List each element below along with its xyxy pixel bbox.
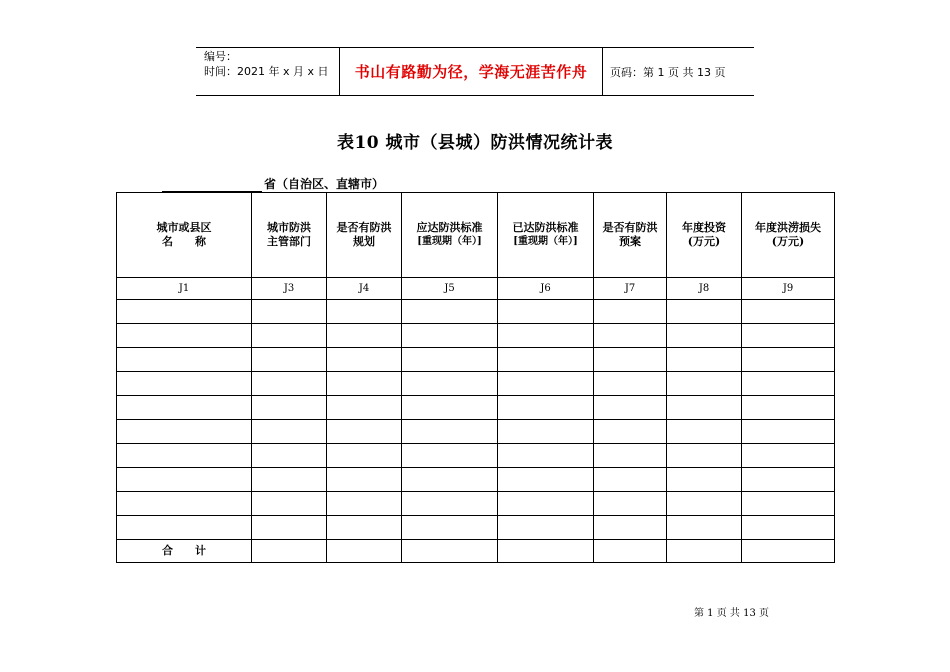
table-cell[interactable]: [252, 324, 327, 348]
table-row: [117, 396, 835, 420]
table-cell[interactable]: [498, 348, 594, 372]
table-cell[interactable]: [252, 348, 327, 372]
header-cell: 应达防洪标准 [重现期（年）]: [402, 193, 498, 278]
table-cell[interactable]: [117, 300, 252, 324]
table-cell[interactable]: [117, 492, 252, 516]
table-cell[interactable]: [327, 348, 402, 372]
table-cell[interactable]: [327, 492, 402, 516]
code-cell: J4: [327, 278, 402, 300]
table-cell[interactable]: [402, 324, 498, 348]
header-cell: 城市或县区 名 称: [117, 193, 252, 278]
table-cell[interactable]: [498, 468, 594, 492]
header-cell: 是否有防洪 规划: [327, 193, 402, 278]
table-cell[interactable]: [667, 420, 742, 444]
table-cell[interactable]: [498, 516, 594, 540]
table-total-row: [117, 540, 835, 563]
table-cell[interactable]: [594, 444, 667, 468]
code-cell: J3: [252, 278, 327, 300]
table-cell[interactable]: [327, 396, 402, 420]
table-cell[interactable]: [594, 492, 667, 516]
table-cell[interactable]: [327, 324, 402, 348]
table-cell[interactable]: [402, 492, 498, 516]
document-header: [196, 47, 754, 96]
table-cell[interactable]: [594, 324, 667, 348]
table-cell[interactable]: [252, 396, 327, 420]
table-cell[interactable]: [117, 324, 252, 348]
table-cell[interactable]: [742, 348, 835, 372]
table-cell[interactable]: [594, 300, 667, 324]
table-cell[interactable]: [742, 420, 835, 444]
table-cell[interactable]: [667, 324, 742, 348]
table-cell[interactable]: [498, 324, 594, 348]
header-cell: 年度投资 (万元): [667, 193, 742, 278]
date-label: 时间：2021 年 x 月 x 日: [204, 65, 329, 78]
table-cell[interactable]: [117, 348, 252, 372]
table-cell[interactable]: [402, 372, 498, 396]
table-cell[interactable]: [594, 348, 667, 372]
table-cell[interactable]: [252, 468, 327, 492]
table-cell[interactable]: [742, 540, 835, 563]
header-cell: 年度洪涝损失 (万元): [742, 193, 835, 278]
table-cell[interactable]: [498, 420, 594, 444]
table-row: [117, 300, 835, 324]
code-cell: J6: [498, 278, 594, 300]
table-cell[interactable]: [742, 300, 835, 324]
table-cell[interactable]: [742, 444, 835, 468]
table-cell[interactable]: [594, 468, 667, 492]
header-page-info: 页码：第 1 页 共 13 页: [610, 65, 726, 79]
table-cell[interactable]: [594, 396, 667, 420]
header-divider: [602, 47, 603, 96]
table-cell[interactable]: [498, 300, 594, 324]
total-label: 合 计: [117, 540, 252, 563]
table-code-row: [117, 278, 835, 300]
code-cell: J5: [402, 278, 498, 300]
code-cell: J7: [594, 278, 667, 300]
table-cell[interactable]: [402, 348, 498, 372]
header-cell: 已达防洪标准 [重现期（年）]: [498, 193, 594, 278]
table-cell[interactable]: [327, 300, 402, 324]
document-title: 表10 城市（县城）防洪情况统计表: [336, 133, 614, 153]
table-cell[interactable]: [742, 516, 835, 540]
table-cell[interactable]: [327, 420, 402, 444]
table-cell[interactable]: [667, 540, 742, 563]
table-cell[interactable]: [498, 492, 594, 516]
table-cell[interactable]: [327, 468, 402, 492]
table-cell[interactable]: [117, 468, 252, 492]
page-footer: 第 1 页 共 13 页: [694, 608, 769, 619]
table-cell[interactable]: [667, 372, 742, 396]
table-cell[interactable]: [252, 516, 327, 540]
table-cell[interactable]: [667, 300, 742, 324]
table-cell[interactable]: [117, 444, 252, 468]
serial-label: 编号：: [204, 50, 237, 63]
table-cell[interactable]: [498, 444, 594, 468]
table-body: [117, 300, 835, 540]
header-meta: [204, 49, 329, 79]
table-row: [117, 492, 835, 516]
table-cell[interactable]: [252, 420, 327, 444]
table-cell[interactable]: [742, 372, 835, 396]
table-cell[interactable]: [594, 420, 667, 444]
table-cell[interactable]: [594, 372, 667, 396]
table-cell[interactable]: [402, 444, 498, 468]
table-cell[interactable]: [498, 540, 594, 563]
table-cell[interactable]: [252, 372, 327, 396]
table-row: [117, 516, 835, 540]
table-cell[interactable]: [402, 516, 498, 540]
table-cell[interactable]: [117, 516, 252, 540]
table-cell[interactable]: [742, 468, 835, 492]
table-cell[interactable]: [498, 372, 594, 396]
table-row: [117, 372, 835, 396]
table-cell[interactable]: [742, 396, 835, 420]
table-row: [117, 348, 835, 372]
table-row: [117, 420, 835, 444]
table-cell[interactable]: [594, 540, 667, 563]
table-cell[interactable]: [327, 372, 402, 396]
table-cell[interactable]: [327, 516, 402, 540]
table-cell[interactable]: [327, 540, 402, 563]
table-row: [117, 444, 835, 468]
table-cell[interactable]: [667, 444, 742, 468]
table-row: [117, 324, 835, 348]
table-cell[interactable]: [252, 540, 327, 563]
table-header-row: [117, 193, 835, 278]
province-label: 省（自治区、直辖市）: [264, 177, 385, 191]
table-cell[interactable]: [402, 468, 498, 492]
table-cell[interactable]: [667, 348, 742, 372]
table-cell[interactable]: [252, 444, 327, 468]
table-cell[interactable]: [667, 492, 742, 516]
table-cell[interactable]: [402, 300, 498, 324]
table-cell[interactable]: [327, 444, 402, 468]
table-cell[interactable]: [117, 372, 252, 396]
table-cell[interactable]: [402, 396, 498, 420]
table-cell[interactable]: [402, 420, 498, 444]
code-cell: J8: [667, 278, 742, 300]
code-cell: J9: [742, 278, 835, 300]
table-cell[interactable]: [667, 516, 742, 540]
table-cell[interactable]: [742, 324, 835, 348]
table-cell[interactable]: [667, 396, 742, 420]
table-cell[interactable]: [117, 420, 252, 444]
province-line: [162, 175, 384, 192]
province-blank-field: [162, 180, 262, 192]
statistics-table: [116, 192, 835, 563]
table-cell[interactable]: [498, 396, 594, 420]
header-cell: 城市防洪 主管部门: [252, 193, 327, 278]
table-cell[interactable]: [402, 540, 498, 563]
table-cell[interactable]: [252, 492, 327, 516]
header-cell: 是否有防洪 预案: [594, 193, 667, 278]
table-row: [117, 468, 835, 492]
table-cell[interactable]: [742, 492, 835, 516]
code-cell: J1: [117, 278, 252, 300]
header-motto: 书山有路勤为径，学海无涯苦作舟: [354, 63, 588, 81]
table-cell[interactable]: [117, 396, 252, 420]
table-cell[interactable]: [667, 468, 742, 492]
table-cell[interactable]: [594, 516, 667, 540]
table-cell[interactable]: [252, 300, 327, 324]
